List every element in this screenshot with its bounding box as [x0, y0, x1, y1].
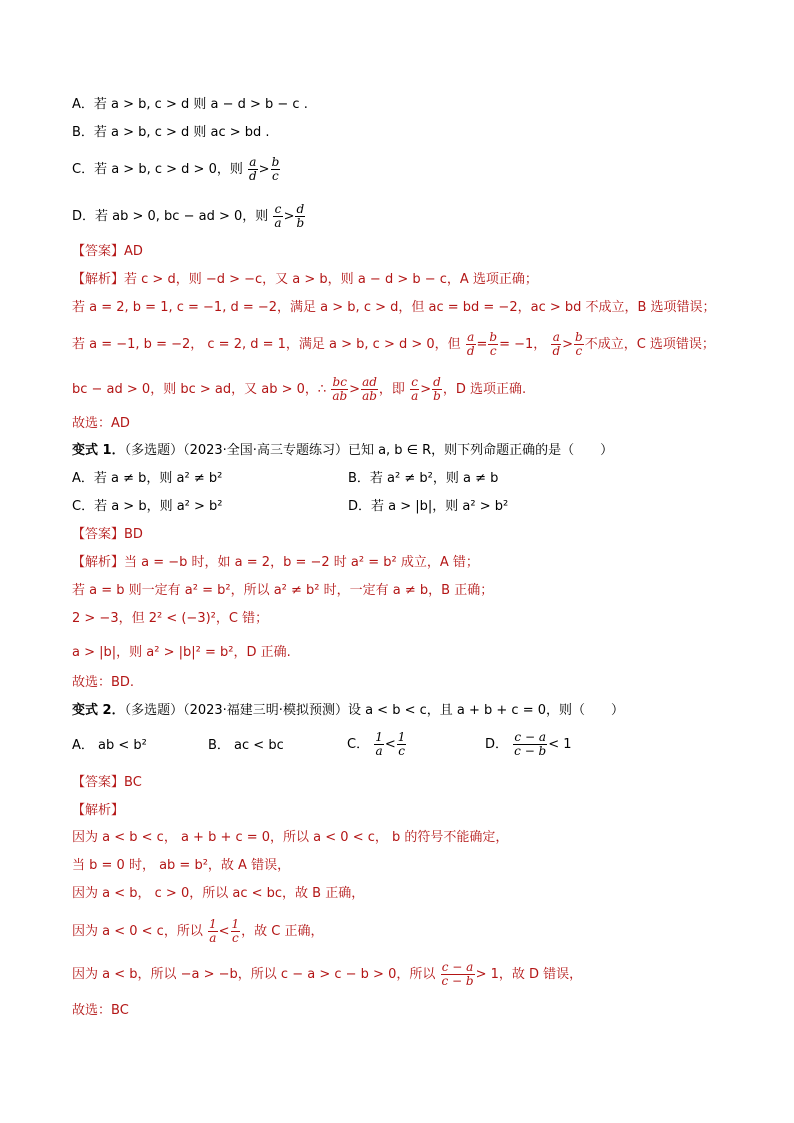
fraction: $\frac{1}{c}$ — [231, 917, 240, 945]
fraction: $\frac{a}{d}$ — [248, 155, 257, 183]
analysis-label: 【解析】 — [72, 272, 125, 287]
v2-analysis-1: 因为 a < b < c， a + b + c = 0，所以 a < 0 < c， b 的符号不能确定， — [72, 830, 509, 845]
v1-answer: 【答案】BD — [72, 527, 143, 542]
fraction: $\frac{1}{c}$ — [397, 730, 406, 758]
q1-option-c-text: C．若 a > b, c > d > 0，则 — [72, 162, 243, 177]
fraction: $\frac{b}{c}$ — [271, 155, 280, 183]
v2-option-c: C． $\frac{1}{a}$ < $\frac{1}{c}$ — [347, 730, 406, 758]
fraction: $\frac{1}{a}$ — [375, 730, 383, 758]
q1-analysis-1: 【解析】若 c > d，则 −d > −c，又 a > b，则 a − d > b − c，A 选项正确； — [72, 272, 538, 287]
fraction: $\frac{bc}{ab}$ — [332, 375, 348, 403]
fraction: $\frac{c}{a}$ — [411, 375, 419, 403]
v2-title: 变式 2．（多选题）（2023·福建三明·模拟预测）设 a < b < c，且 a + b + c = 0，则（ ） — [72, 703, 624, 718]
v1-option-d: D．若 a > |b|，则 a² > b² — [348, 499, 509, 514]
fraction: $\frac{ad}{ab}$ — [362, 375, 377, 403]
v1-analysis-1: 【解析】当 a = −b 时，如 a = 2，b = −2 时 a² = b² 成立，A 错； — [72, 555, 479, 570]
fraction: $\frac{d}{b}$ — [296, 202, 305, 230]
fraction: $\frac{d}{b}$ — [433, 375, 441, 403]
v2-analysis-3: 因为 a < b， c > 0，所以 ac < bc，故 B 正确， — [72, 886, 365, 901]
v1-title: 变式 1．（多选题）（2023·全国·高三专题练习）已知 a, b ∈ R，则下列命题正确的是（ ） — [72, 443, 614, 458]
v2-option-d: D． $\frac{c - a}{c - b}$ < 1 — [485, 730, 572, 758]
v1-analysis-4: a > |b|，则 a² > |b|² = b²，D 正确. — [72, 645, 291, 660]
q1-option-a: A．若 a > b, c > d 则 a − d > b − c . — [72, 97, 308, 112]
v2-answer: 【答案】BC — [72, 775, 142, 790]
fraction: $\frac{b}{c}$ — [489, 330, 498, 358]
q1-option-c: C．若 a > b, c > d > 0，则 $\frac{a}{d}$ > $\frac{b}{c}$ — [72, 155, 280, 183]
q1-analysis-3: 若 a = −1, b = −2， c = 2, d = 1，满足 a > b, c > d > 0，但 $\frac{a}{d}$ = $\frac{b}{c}$ = −1， $\frac{a}{d}$ > $\frac{b}{c}$ 不成立，C 选项错误； — [72, 330, 715, 358]
v2-option-a: A． ab < b² — [72, 738, 147, 753]
q1-analysis-4: bc − ad > 0，则 bc > ad，又 ab > 0，∴ $\frac{bc}{ab}$ > $\frac{ad}{ab}$ ，即 $\frac{c}{a}$ > $\frac{d}{b}$ ，D 选项正确. — [72, 375, 527, 403]
q1-option-d-text: D．若 ab > 0, bc − ad > 0，则 — [72, 209, 269, 224]
q1-answer — [72, 242, 143, 262]
fraction: $\frac{a}{d}$ — [466, 330, 475, 358]
fraction: $\frac{a}{d}$ — [552, 330, 561, 358]
v1-option-a: A．若 a ≠ b，则 a² ≠ b² — [72, 471, 223, 486]
v2-analysis-2: 当 b = 0 时， ab = b²，故 A 错误， — [72, 858, 291, 873]
v1-option-b: B．若 a² ≠ b²，则 a ≠ b — [348, 471, 499, 486]
v2-choose: 故选：BC — [72, 1003, 129, 1018]
answer-label: 【答案】 — [72, 244, 125, 259]
q1-analysis-2: 若 a = 2, b = 1, c = −1, d = −2，满足 a > b, c > d，但 ac = bd = −2，ac > bd 不成立，B 选项错误； — [72, 300, 716, 315]
q1-option-b: B．若 a > b, c > d 则 ac > bd . — [72, 125, 270, 140]
v1-choose: 故选：BD. — [72, 675, 135, 690]
fraction: $\frac{1}{a}$ — [208, 917, 217, 945]
v1-option-c: C．若 a > b，则 a² > b² — [72, 499, 223, 514]
answer-value: AD — [124, 244, 143, 259]
v2-option-b: B． ac < bc — [208, 738, 284, 753]
fraction: $\frac{c - a}{c - b}$ — [441, 960, 474, 988]
q1-option-d: D．若 ab > 0, bc − ad > 0，则 $\frac{c}{a}$ > $\frac{d}{b}$ — [72, 202, 305, 230]
v2-analysis-label: 【解析】 — [72, 803, 125, 818]
v1-analysis-2: 若 a = b 则一定有 a² = b²，所以 a² ≠ b² 时，一定有 a ≠ b，B 正确； — [72, 583, 494, 598]
fraction: $\frac{c - a}{c - b}$ — [514, 730, 547, 758]
v1-analysis-3: 2 > −3，但 2² < (−3)²，C 错； — [72, 611, 269, 626]
v2-analysis-4: 因为 a < 0 < c，所以 $\frac{1}{a}$ < $\frac{1}{c}$ ，故 C 正确， — [72, 917, 324, 945]
q1-choose: 故选：AD — [72, 416, 130, 431]
v2-analysis-5: 因为 a < b，所以 −a > −b，所以 c − a > c − b > 0，所以 $\frac{c - a}{c - b}$ > 1，故 D 错误， — [72, 960, 583, 988]
fraction: $\frac{b}{c}$ — [575, 330, 583, 358]
fraction: $\frac{c}{a}$ — [274, 202, 282, 230]
